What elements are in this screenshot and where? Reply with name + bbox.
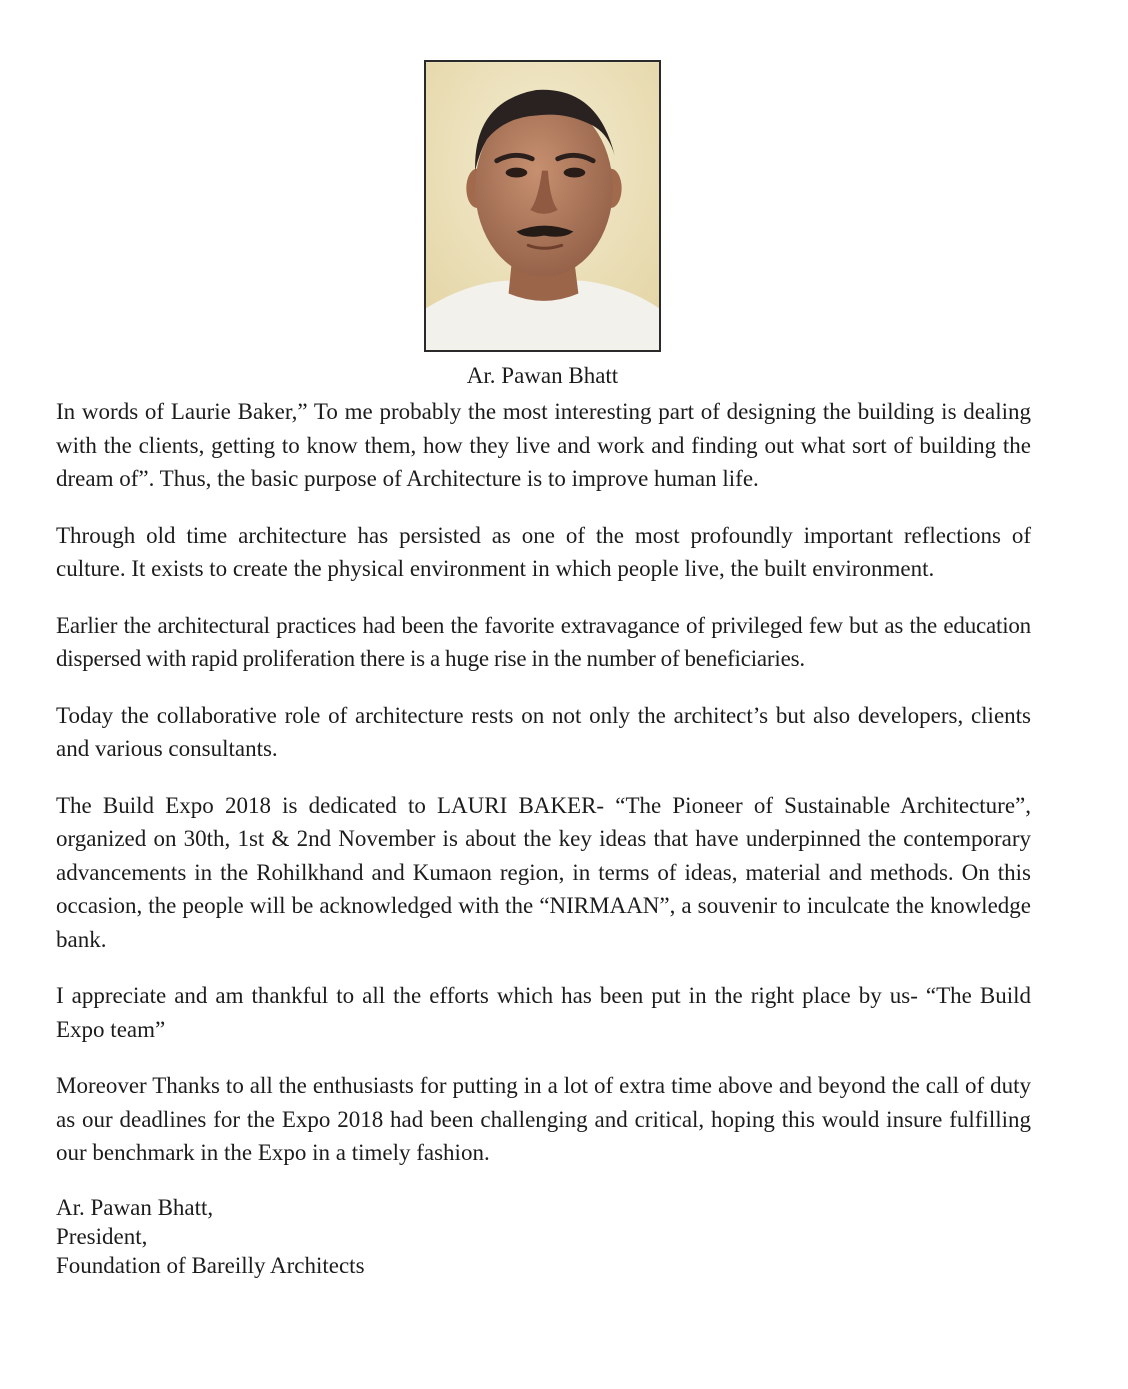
paragraph-architectural-practices: Earlier the architectural practices had been the favorite extravagance of privileged few but as the education dispersed with rapid proliferation there is a huge rise in the number of beneficiaries.: [56, 612, 1031, 671]
signature-organization: Foundation of Bareilly Architects: [56, 1252, 365, 1278]
portrait-illustration: [426, 62, 659, 350]
paragraph-laurie-baker-quote: In words of Laurie Baker,” To me probably the most interesting part of designing the building is dealing with the clients, getting to know them, how they live and work and finding out what sort of building the dream of”. Thus, the basic purpose of Architecture is to improve human life.: [56, 399, 1031, 491]
portrait-caption: Ar. Pawan Bhatt: [466, 363, 619, 388]
signature-block: [56, 1193, 1031, 1280]
paragraph-build-expo-dedication: The Build Expo 2018 is dedicated to LAURI BAKER- “The Pioneer of Sustainable Architecture”, organized on 30th, 1st & 2nd November is about the key ideas that have underpinned the contemporary advancements in the Rohilkhand and Kumaon region, in terms of ideas, material and methods. On this occasion, the people will be acknowledged with the “NIRMAAN”, a souvenir to inculcate the knowledge bank.: [56, 792, 1031, 952]
paragraph-collaborative-role: Today the collaborative role of architecture rests on not only the architect’s but also developers, clients and various consultants.: [56, 702, 1031, 761]
signature-name: Ar. Pawan Bhatt,: [56, 1194, 214, 1220]
paragraph-thanks-enthusiasts: Moreover Thanks to all the enthusiasts for putting in a lot of extra time above and beyond the call of duty as our deadlines for the Expo 2018 had been challenging and critical, hoping this would insure fulfilling our benchmark in the Expo in a timely fashion.: [56, 1073, 1031, 1165]
letter-body: [56, 395, 1031, 1280]
paragraph-appreciation: I appreciate and am thankful to all the efforts which has been put in the right place by us- “The Build Expo team”: [56, 983, 1031, 1042]
signature-title: President,: [56, 1223, 148, 1249]
portrait-photo: [424, 60, 661, 352]
paragraph-architecture-culture: Through old time architecture has persisted as one of the most profoundly important reflections of culture. It exists to create the physical environment in which people live, the built environment.: [56, 522, 1031, 581]
